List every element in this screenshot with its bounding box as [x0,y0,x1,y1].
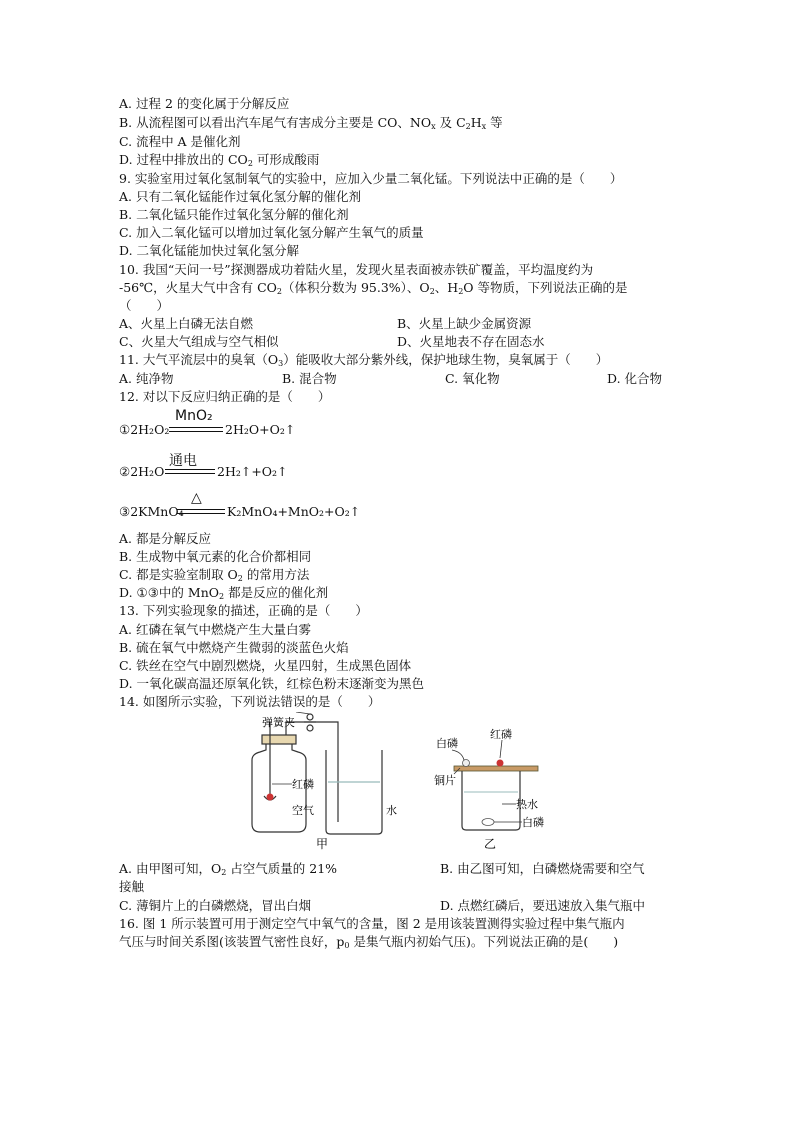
label-spring-clip: 弹簧夹 [262,716,295,729]
q11-stem: 11. 大气平流层中的臭氧$(O_3)$能吸收大部分紫外线，保护地球生物，臭氧属于（ ） [119,352,609,368]
q10-option-a: A、火星上白磷无法自燃 [119,316,254,331]
eq1-equals-sign [169,427,223,432]
q8-option-d: D. 过程中排放出的 $CO_2$ 可形成酸雨 [119,152,320,168]
q9-option-a: A. 只有二氧化锰能作过氧化氢分解的催化剂 [119,189,361,204]
label-white-phosphorus: 白磷 [436,737,458,750]
eq1-products: 2H₂O+O₂↑ [225,422,296,437]
red-p-pointer [500,740,502,758]
eq3-reactants: ③2KMnO₄ [119,504,184,519]
beaker [326,750,382,834]
clip-pointer [296,712,310,714]
q10-stem-line2: -56℃，火星大气中含有 $CO_2$（体积分数为 95.3%）、$O_2$、$H_2O$ 等物质，下列说法正确的是 [119,280,628,296]
figure-yi [432,712,592,852]
q8-option-a: A. 过程 2 的变化属于分解反应 [119,96,290,111]
q9-stem: 9. 实验室用过氧化氢制氧气的实验中，应加入少量二氧化锰。下列说法中正确的是（ ） [119,171,623,186]
q14-stem: 14. 如图所示实验，下列说法错误的是（ ） [119,694,381,709]
q10-option-d: D、火星地表不存在固态水 [397,334,545,349]
q12-option-c: C. 都是实验室制取 $O_2$ 的常用方法 [119,567,310,583]
q16-stem-line1: 16. 图 1 所示装置可用于测定空气中氧气的含量，图 2 是用该装置测得实验过程中集气瓶内 [119,916,625,931]
q12-option-d: D. ①③中的 MnO$_2$ 都是反应的催化剂 [119,585,329,601]
label-white-phosphorus-2: 白磷 [522,816,544,829]
q14-option-d: D. 点燃红磷后，要迅速放入集气瓶中 [440,898,646,913]
q14-option-c: C. 薄铜片上的白磷燃烧，冒出白烟 [119,898,312,913]
q11-option-a: A. 纯净物 [119,371,174,386]
label-water: 水 [386,804,397,817]
q12-option-a: A. 都是分解反应 [119,531,211,546]
q14-option-a: A. 由甲图可知，$O_2$ 占空气质量的 21% [119,861,338,877]
eq2-reactants: ②2H₂O [119,464,165,479]
q13-option-b: B. 硫在氧气中燃烧产生微弱的淡蓝色火焰 [119,640,349,655]
label-red-phosphorus: 红磷 [490,728,512,741]
eq1-condition: MnO₂ [175,408,213,424]
rubber-stopper [262,735,296,744]
label-air: 空气 [292,804,314,817]
eq2-condition: 通电 [169,453,197,469]
white-phosphorus-in-water [482,819,494,826]
q11-option-b: B. 混合物 [282,371,337,386]
label-hot-water: 热水 [516,798,538,811]
q10-option-c: C、火星大气组成与空气相似 [119,334,279,349]
q13-option-d: D. 一氧化碳高温还原氧化铁，红棕色粉末逐渐变为黑色 [119,676,425,691]
q11-option-d: D. 化合物 [607,371,663,386]
q12-option-b: B. 生成物中氧元素的化合价都相同 [119,549,312,564]
figure-jia [240,712,420,852]
white-p-pointer [452,750,464,760]
spring-clip [304,714,316,731]
eq2-equals-sign [165,469,215,474]
q9-option-b: B. 二氧化锰只能作过氧化氢分解的催化剂 [119,207,349,222]
label-red-phosphorus: 红磷 [292,778,314,791]
q8-option-b: B. 从流程图可以看出汽车尾气有害成分主要是 CO、$NO_x$ 及 $C_2H_x$ 等 [119,115,503,131]
q14-option-b-continued: 接触 [119,879,145,894]
q13-stem: 13. 下列实验现象的描述，正确的是（ ） [119,603,368,618]
q9-option-d: D. 二氧化锰能加快过氧化氢分解 [119,243,300,258]
red-phosphorus-on-copper [497,760,504,767]
eq3-equals-sign [177,509,225,514]
q13-option-a: A. 红磷在氧气中燃烧产生大量白雾 [119,622,311,637]
white-phosphorus-on-copper [463,760,470,767]
q16-stem-line2: 气压与时间关系图(该装置气密性良好，$p_0$ 是集气瓶内初始气压)。下列说法正确的是( ) [119,934,619,950]
q8-option-c: C. 流程中 A 是催化剂 [119,134,241,149]
red-phosphorus-mark [267,794,274,801]
eq3-products: K₂MnO₄+MnO₂+O₂↑ [227,504,361,519]
eq3-condition: △ [191,490,202,506]
caption-jia: 甲 [316,837,329,851]
q13-option-c: C. 铁丝在空气中剧烈燃烧，火星四射，生成黑色固体 [119,658,412,673]
q9-option-c: C. 加入二氧化锰可以增加过氧化氢分解产生氧气的质量 [119,225,424,240]
q11-option-c: C. 氧化物 [445,371,500,386]
q10-stem-line3: （ ） [119,298,170,313]
eq1-reactants: ①2H₂O₂ [119,422,170,437]
label-copper-sheet: 铜片 [434,774,456,787]
q12-stem: 12. 对以下反应归纳正确的是（ ） [119,389,331,404]
q10-option-b: B、火星上缺少金属资源 [397,316,532,331]
caption-yi: 乙 [484,837,497,851]
q14-option-b: B. 由乙图可知，白磷燃烧需要和空气 [440,861,645,876]
eq2-products: 2H₂↑+O₂↑ [217,464,288,479]
q10-stem-line1: 10. 我国“天问一号”探测器成功着陆火星，发现火星表面被赤铁矿覆盖，平均温度约为 [119,262,594,277]
